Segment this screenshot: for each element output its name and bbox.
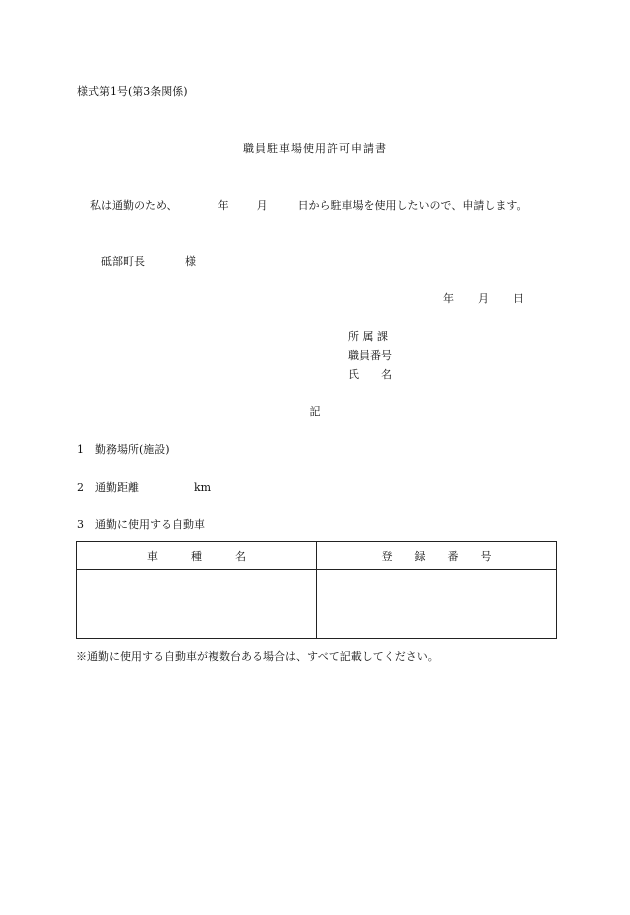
- name-label: 氏 名: [348, 368, 392, 381]
- vehicle-table: [76, 541, 557, 639]
- item-vehicle: [77, 518, 205, 532]
- addressee-name: 砥部町長: [101, 255, 145, 268]
- document-title: 職員駐車場使用許可申請書: [243, 142, 387, 155]
- request-statement: [90, 199, 527, 213]
- item-number: 3: [77, 518, 84, 531]
- vehicle-type-header: 車 種 名: [77, 542, 317, 570]
- addressee: [101, 255, 196, 269]
- item-number: 1: [77, 443, 84, 456]
- registration-number-header: 登 録 番 号: [317, 542, 557, 570]
- request-text-1: 私は通勤のため、: [90, 199, 178, 212]
- item-workplace: [77, 443, 170, 457]
- request-month: 月: [256, 199, 268, 212]
- footnote: ※通勤に使用する自動車が複数台ある場合は、すべて記載してください。: [76, 650, 439, 663]
- request-text-2: 日から駐車場を使用したいので、申請します。: [297, 199, 528, 212]
- item-label: 勤務場所(施設): [95, 443, 170, 456]
- date-line: [443, 292, 524, 306]
- employee-number-label: 職員番号: [348, 349, 392, 362]
- item-label: 通勤に使用する自動車: [95, 518, 205, 531]
- table-header-row: [77, 542, 557, 570]
- item-label: 通勤距離: [95, 481, 139, 494]
- vehicle-type-cell[interactable]: [77, 570, 317, 639]
- ki-heading: 記: [309, 405, 321, 418]
- date-month: 月: [478, 292, 489, 305]
- registration-number-cell[interactable]: [317, 570, 557, 639]
- request-year: 年: [217, 199, 229, 212]
- addressee-honorific: 様: [185, 255, 196, 268]
- table-row: [77, 570, 557, 639]
- date-year: 年: [443, 292, 454, 305]
- item-number: 2: [77, 481, 84, 494]
- item-commute-distance: [77, 481, 211, 495]
- department-label: 所 属 課: [348, 330, 388, 343]
- date-day: 日: [513, 292, 524, 305]
- applicant-block: [348, 330, 392, 387]
- form-number: 様式第1号(第3条関係): [77, 85, 188, 98]
- distance-unit: km: [194, 481, 212, 494]
